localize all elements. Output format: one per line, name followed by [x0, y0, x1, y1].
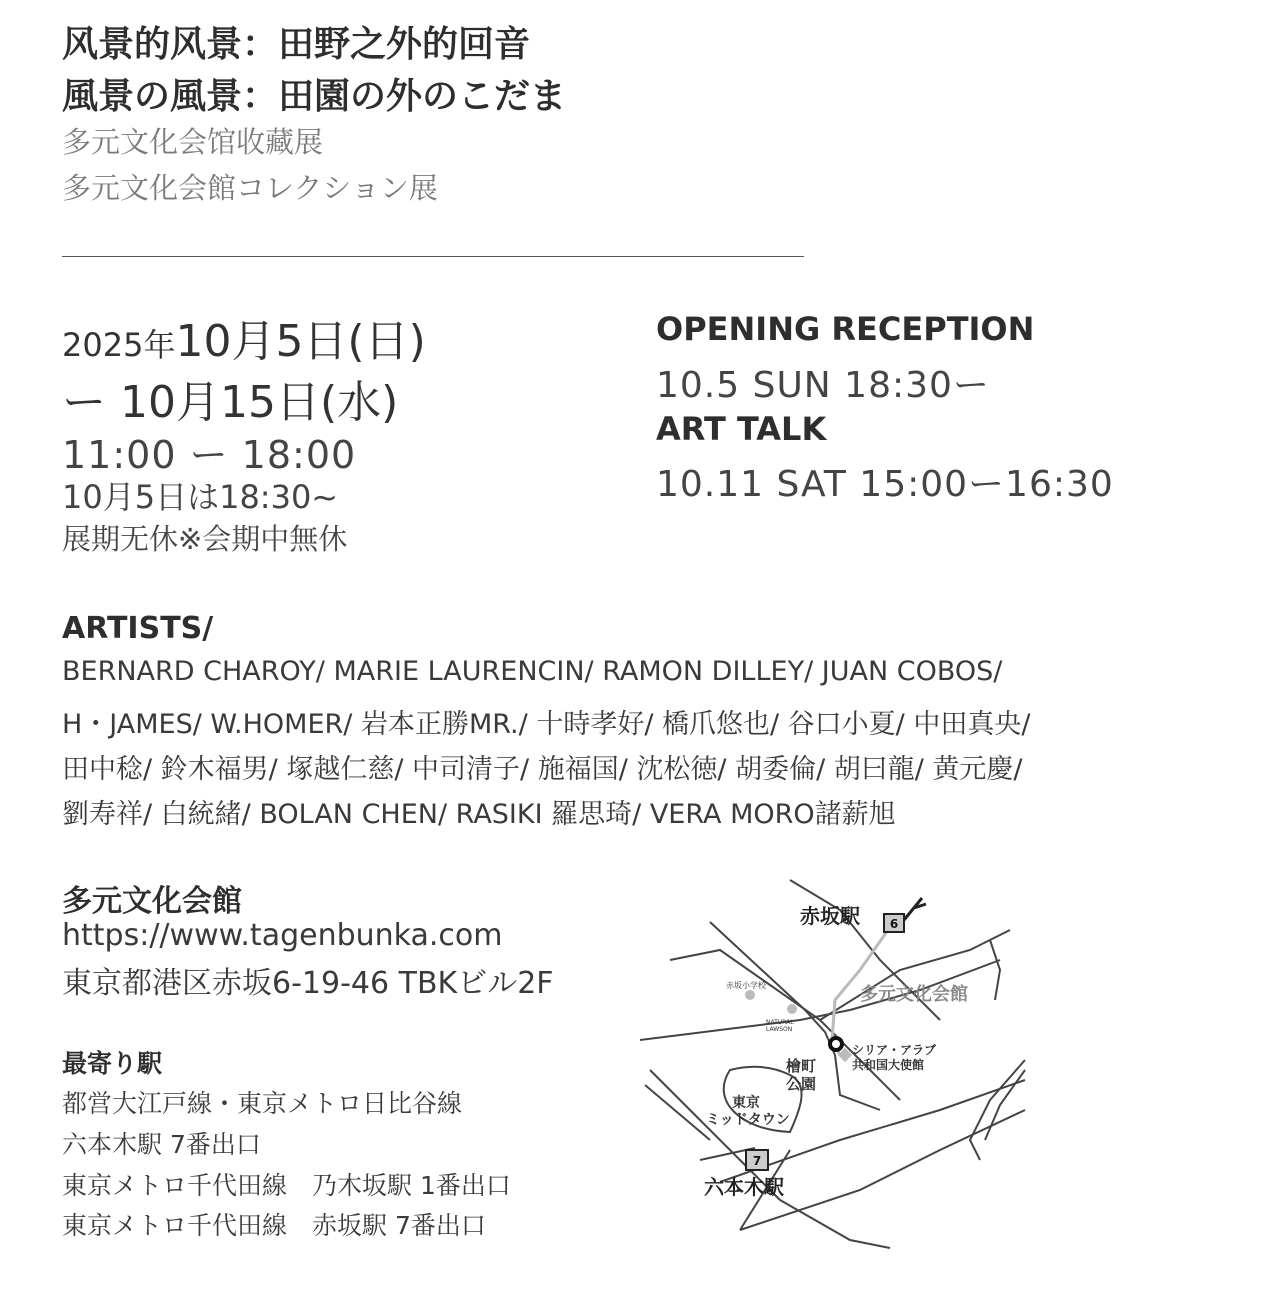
special-hours: 10月5日は18:30~	[62, 478, 339, 516]
park-label-1: 檜町	[786, 1057, 817, 1075]
reception-label: OPENING RECEPTION	[656, 310, 1035, 348]
title-chinese: 风景的风景：田野之外的回音	[62, 24, 531, 65]
artists-line-1: BERNARD CHAROY/ MARIE LAURENCIN/ RAMON DILLEY/ JUAN COBOS/	[62, 656, 1003, 687]
school-marker	[745, 990, 755, 1000]
divider-line	[62, 256, 804, 257]
access-line-4: 東京メトロ千代田線 赤坂駅 7番出口	[62, 1211, 486, 1240]
lawson-label-1: NATURAL	[766, 1019, 794, 1026]
venue-url[interactable]: https://www.tagenbunka.com	[62, 918, 503, 953]
access-heading: 最寄り駅	[62, 1049, 163, 1078]
artists-line-3: 田中稔/ 鈴木福男/ 塚越仁慈/ 中司清子/ 施福国/ 沈松徳/ 胡委倫/ 胡曰龍/ 黄元慶/	[62, 754, 1023, 785]
midtown-label-2: ミッドタウン	[706, 1112, 790, 1128]
roppongi-exit-number: 7	[752, 1154, 762, 1168]
venue-address: 東京都港区赤坂6-19-46 TBKビル2F	[62, 966, 554, 1001]
access-line-1: 都営大江戸線・東京メトロ日比谷線	[62, 1089, 463, 1118]
end-date: ー 10月15日(水)	[62, 377, 399, 428]
venue-name: 多元文化会館	[62, 884, 242, 919]
lawson-label-2: LAWSON	[766, 1026, 793, 1033]
embassy-label-1: シリア・アラブ	[852, 1043, 937, 1057]
talk-time: 10.11 SAT 15:00ー16:30	[656, 464, 1114, 505]
subtitle-chinese: 多元文化会馆收藏展	[62, 125, 324, 159]
start-day: 10月5日(日)	[175, 316, 426, 367]
akasaka-station-label: 赤坂駅	[800, 904, 860, 928]
start-year: 2025年	[62, 326, 176, 364]
access-map	[640, 870, 1040, 1260]
midtown-label-1: 東京	[732, 1095, 760, 1111]
start-date	[62, 305, 426, 369]
artists-line-2: H・JAMES/ W.HOMER/ 岩本正勝MR./ 十時孝好/ 橋爪悠也/ 谷口小夏/ 中田真央/	[62, 709, 1031, 740]
map-roads	[640, 880, 1025, 1248]
roppongi-station-label: 六本木駅	[704, 1175, 784, 1199]
title-japanese: 風景の風景：田園の外のこだま	[62, 76, 567, 117]
embassy-label-2: 共和国大使館	[852, 1058, 925, 1072]
access-line-3: 東京メトロ千代田線 乃木坂駅 1番出口	[62, 1171, 511, 1200]
lawson-marker	[787, 1004, 797, 1014]
artists-line-4: 劉寿祥/ 白統緒/ BOLAN CHEN/ RASIKI 羅思琦/ VERA MORO諸薪旭	[62, 799, 896, 830]
talk-label: ART TALK	[656, 410, 827, 448]
closed-note: 展期无休※会期中無休	[62, 522, 348, 556]
akasaka-exit-arrow-icon	[904, 898, 926, 920]
akasaka-exit-number: 6	[889, 917, 899, 931]
venue-map-label: 多元文化会館	[860, 984, 968, 1005]
artists-heading: ARTISTS/	[62, 611, 214, 646]
opening-hours: 11:00 ー 18:00	[62, 433, 357, 477]
subtitle-japanese: 多元文化会館コレクション展	[62, 171, 438, 205]
reception-time: 10.5 SUN 18:30ー	[656, 365, 990, 406]
school-label: 赤坂小学校	[726, 981, 766, 990]
park-label-2: 公園	[786, 1075, 817, 1093]
embassy-marker	[830, 1038, 842, 1050]
access-line-2: 六本木駅 7番出口	[62, 1130, 261, 1159]
